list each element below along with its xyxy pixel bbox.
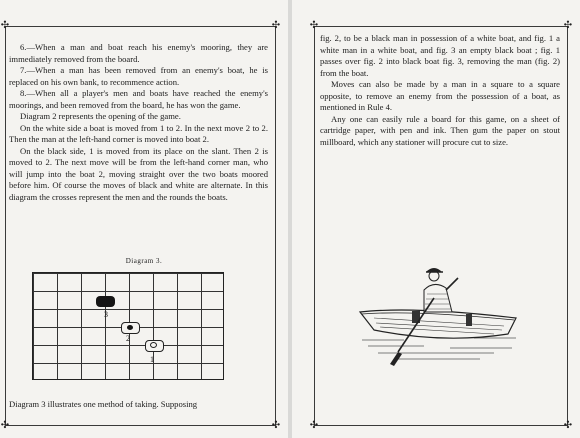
corner-ornament-icon: ✣ <box>309 420 319 431</box>
board-label: 2 <box>126 334 130 343</box>
paragraph: Diagram 2 represents the opening of the game. <box>20 111 181 121</box>
paragraph: 8.—When all a player's men and boats have reached the enemy's moorings, and been removed from the board, he has won the game. <box>9 88 268 110</box>
white-boat-icon <box>121 322 140 334</box>
corner-ornament-icon: ✣ <box>563 420 573 431</box>
rowboat-illustration <box>354 260 524 370</box>
diagram-caption: Diagram 3 illustrates one method of taking. Supposing <box>9 399 198 409</box>
right-page <box>292 0 580 438</box>
corner-ornament-icon: ✣ <box>271 420 281 431</box>
paragraph: On the black side, 1 is moved from its place on the slant. Then 2 is moved to 2. The next move will be from the left-hand corner man, who will jump into the boat 2, moving straight over the two boats moored before him. Of course the moves of black and white are alternate. In this diagram the crosses represent the men and the rounds the boats. <box>9 145 268 202</box>
corner-ornament-icon: ✣ <box>0 420 10 431</box>
board-label: 3 <box>104 310 108 319</box>
corner-ornament-icon: ✣ <box>563 20 573 31</box>
black-boat-icon <box>96 296 115 307</box>
paragraph: Any one can easily rule a board for this game, on a sheet of cartridge paper, with pen and ink. Then gum the paper on stout millboard, which any stationer will procure cut to size. <box>320 113 560 147</box>
black-man-icon <box>127 325 133 330</box>
paragraph: fig. 2, to be a black man in possession of a white boat, and fig. 1 a white man in a white boat, and fig. 3 an empty black boat ; fig. 1 passes over fig. 2 into black boat fig. 3, removing the man (fig. 2) from the boat. <box>320 33 560 78</box>
corner-ornament-icon: ✣ <box>309 20 319 31</box>
white-man-icon <box>150 342 157 348</box>
game-board-diagram <box>32 272 224 380</box>
board-label: 1 <box>150 355 154 364</box>
paragraph: 7.—When a man has been removed from an enemy's boat, he is replaced on his own bank, to recommence action. <box>9 65 268 87</box>
paragraph: On the white side a boat is moved from 1 to 2. In the next move 2 to 2. Then the man at the left-hand corner is moved into boat 2. <box>9 122 268 144</box>
white-boat-icon <box>145 340 164 352</box>
left-page <box>0 0 288 438</box>
corner-ornament-icon: ✣ <box>0 20 10 31</box>
corner-ornament-icon: ✣ <box>271 20 281 31</box>
left-page-text <box>9 42 268 203</box>
diagram-title: Diagram 3. <box>125 257 163 265</box>
paragraph: Moves can also be made by a man in a square to a square opposite, to remove an enemy from the possession of a boat, as mentioned in Rule 4. <box>320 79 560 112</box>
paragraph: 6.—When a man and boat reach his enemy's mooring, they are immediately removed from the board. <box>9 42 268 64</box>
right-page-text <box>320 33 560 148</box>
